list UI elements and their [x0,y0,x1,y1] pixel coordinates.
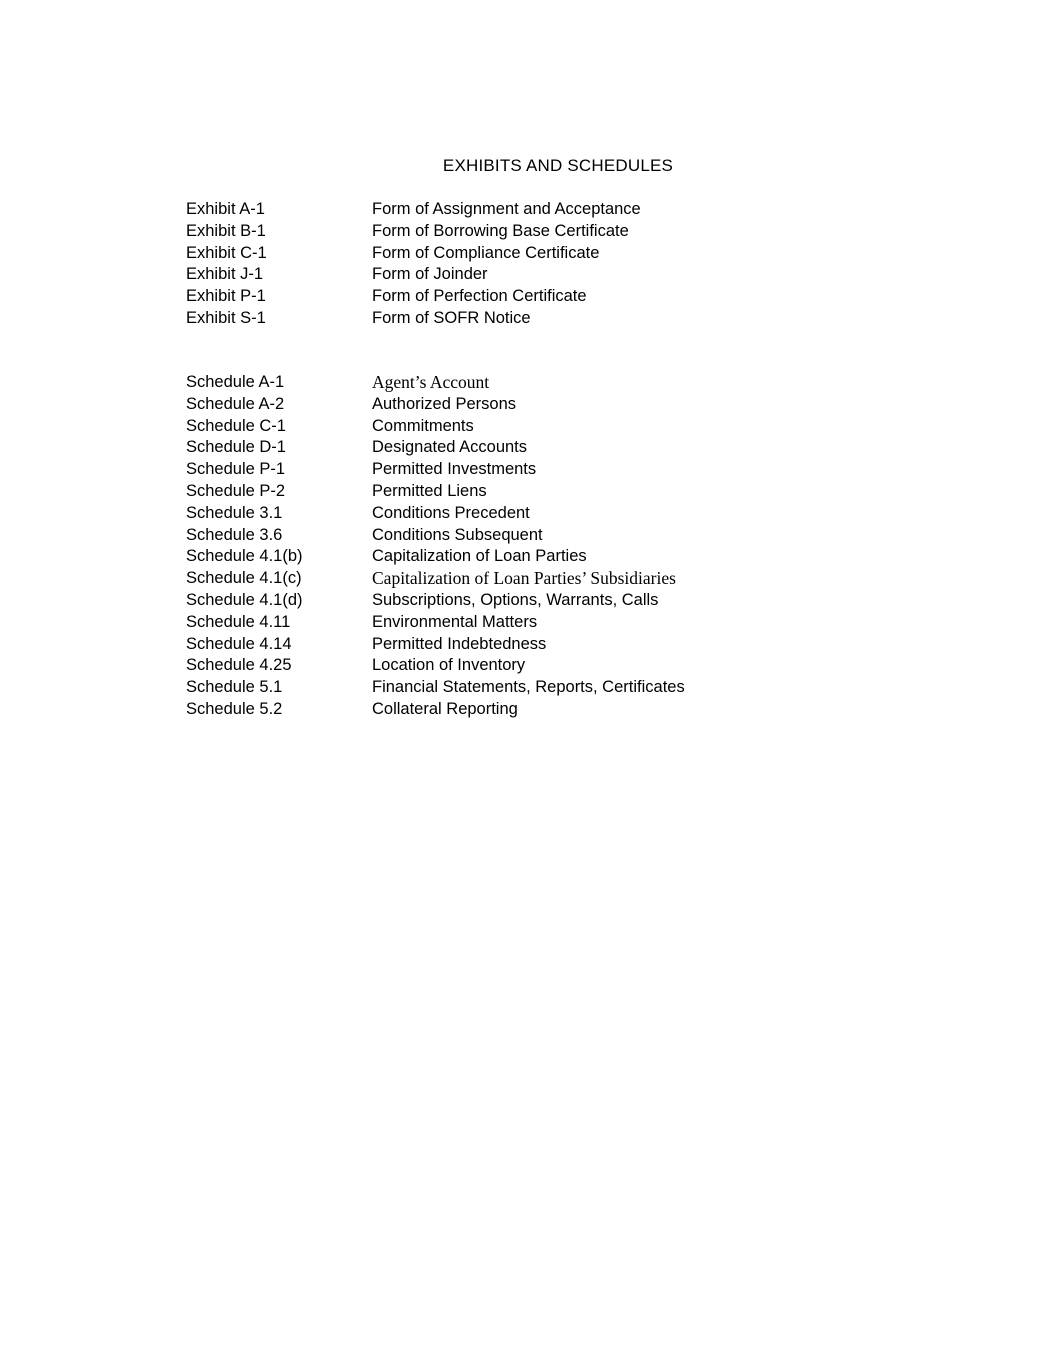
exhibit-code: Exhibit J-1 [186,265,264,284]
exhibits-list [186,199,806,330]
list-item [186,416,806,438]
schedules-list [186,372,806,721]
list-item [186,308,806,330]
list-item [186,286,806,308]
list-item [186,264,806,286]
list-item [186,459,806,481]
schedule-description: Designated Accounts [372,438,528,457]
schedule-description: Conditions Subsequent [372,525,543,544]
list-item [186,699,806,721]
list-item [186,546,806,568]
list-item [186,221,806,243]
exhibit-description: Form of Joinder [372,265,488,284]
page-title: EXHIBITS AND SCHEDULES [442,156,674,175]
schedule-code: Schedule 5.1 [186,678,283,697]
list-item [186,243,806,265]
exhibit-code: Exhibit S-1 [186,308,266,327]
list-item [186,503,806,525]
schedule-description: Capitalization of Loan Parties’ Subsidiaries [372,568,676,589]
list-item [186,568,806,590]
exhibit-description: Form of Borrowing Base Certificate [372,221,629,240]
schedule-code: Schedule 5.2 [186,699,283,718]
list-item [186,590,806,612]
schedule-description: Authorized Persons [372,394,516,413]
schedule-code: Schedule A-2 [186,394,285,413]
schedule-description: Permitted Liens [372,481,487,500]
schedule-code: Schedule P-1 [186,460,286,479]
list-item [186,655,806,677]
list-item [186,394,806,416]
schedule-code: Schedule 4.1(c) [186,569,302,588]
schedule-description: Permitted Indebtedness [372,634,547,653]
exhibit-code: Exhibit P-1 [186,287,266,306]
schedule-code: Schedule 4.25 [186,656,292,675]
list-item [186,634,806,656]
exhibit-code: Exhibit B-1 [186,221,266,240]
list-item [186,677,806,699]
list-item [186,612,806,634]
schedule-code: Schedule C-1 [186,416,286,435]
schedule-code: Schedule 4.1(b) [186,547,303,566]
schedule-code: Schedule P-2 [186,481,286,500]
exhibit-description: Form of Perfection Certificate [372,287,587,306]
list-item [186,372,806,394]
schedule-description: Collateral Reporting [372,699,518,718]
exhibit-description: Form of Compliance Certificate [372,243,600,262]
schedule-description: Conditions Precedent [372,503,530,522]
schedule-code: Schedule 4.14 [186,634,292,653]
exhibit-code: Exhibit C-1 [186,243,267,262]
schedule-description: Commitments [372,416,474,435]
schedule-code: Schedule D-1 [186,438,286,457]
list-item [186,199,806,221]
schedule-code: Schedule 4.11 [186,612,291,631]
exhibit-description: Form of Assignment and Acceptance [372,200,641,218]
schedule-description: Location of Inventory [372,656,526,675]
schedule-code: Schedule 3.6 [186,525,283,544]
schedule-code: Schedule 4.1(d) [186,590,303,609]
schedule-description: Environmental Matters [372,612,538,631]
list-item [186,525,806,547]
list-item [186,437,806,459]
schedule-description: Financial Statements, Reports, Certificates [372,678,685,697]
exhibit-code: Exhibit A-1 [186,200,265,218]
list-item [186,481,806,503]
schedule-description: Capitalization of Loan Parties [372,547,587,566]
schedule-code: Schedule A-1 [186,373,285,391]
schedule-code: Schedule 3.1 [186,503,283,522]
exhibit-description: Form of SOFR Notice [372,308,531,327]
schedule-description: Subscriptions, Options, Warrants, Calls [372,590,659,609]
schedule-description: Permitted Investments [372,460,537,479]
schedule-description: Agent’s Account [372,372,490,392]
